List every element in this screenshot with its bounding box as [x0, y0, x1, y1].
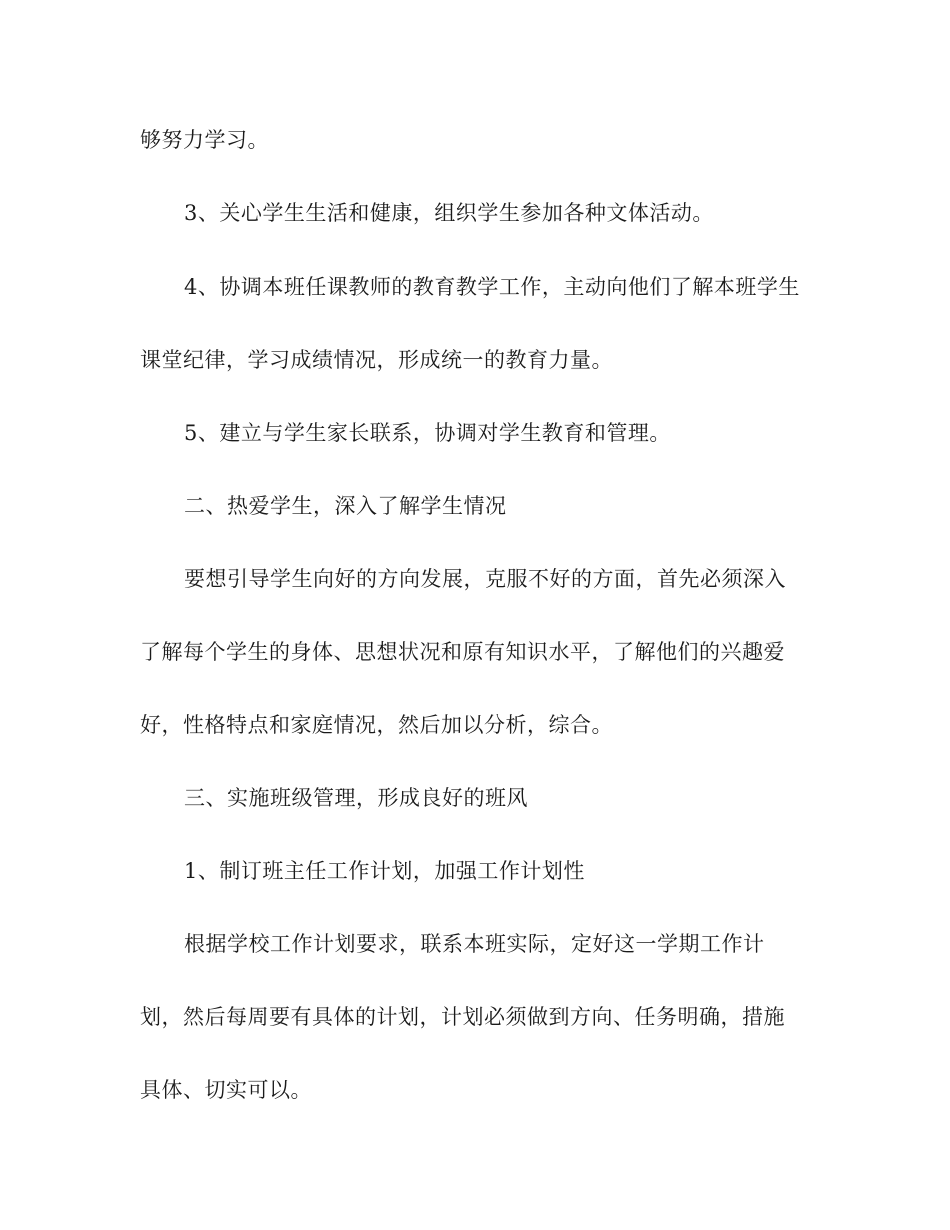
section-heading: 三、实施班级管理，形成良好的班风	[184, 786, 528, 810]
text-line: 根据学校工作计划要求，联系本班实际，定好这一学期工作计	[184, 932, 765, 956]
text-line: 好，性格特点和家庭情况，然后加以分析，综合。	[140, 713, 613, 737]
text-line: 课堂纪律，学习成绩情况，形成统一的教育力量。	[140, 348, 613, 372]
text-line: 了解每个学生的身体、思想状况和原有知识水平，了解他们的兴趣爱	[140, 640, 785, 664]
text-line: 划，然后每周要有具体的计划，计划必须做到方向、任务明确，措施	[140, 1005, 785, 1029]
text-line: 够努力学习。	[140, 128, 269, 152]
text-line: 要想引导学生向好的方向发展，克服不好的方面，首先必须深入	[184, 567, 786, 591]
subsection-heading: 1、制订班主任工作计划，加强工作计划性	[184, 859, 585, 883]
text-line: 3、关心学生生活和健康，组织学生参加各种文体活动。	[184, 201, 714, 225]
text-line: 4、协调本班任课教师的教育教学工作，主动向他们了解本班学生	[184, 275, 800, 299]
text-line: 5、建立与学生家长联系，协调对学生教育和管理。	[184, 421, 671, 445]
section-heading: 二、热爱学生，深入了解学生情况	[184, 494, 507, 518]
text-line: 具体、切实可以。	[140, 1078, 312, 1102]
